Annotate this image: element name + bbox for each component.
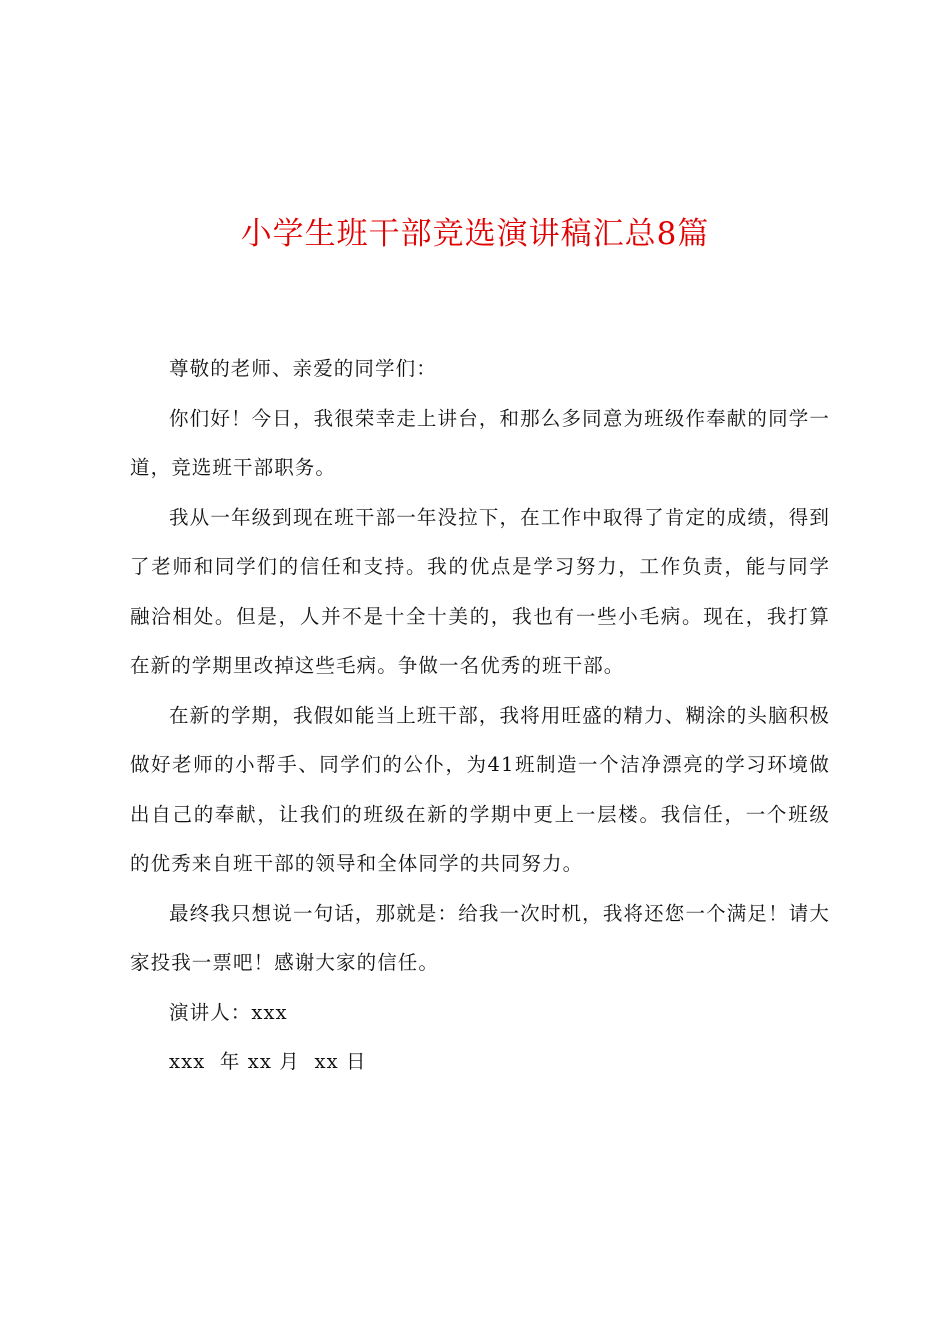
paragraph-greeting: 你们好！今日，我很荣幸走上讲台，和那么多同意为班级作奉献的同学一道，竞选班干部职务。 bbox=[130, 406, 830, 479]
document-title: 小学生班干部竞选演讲稿汇总8篇 bbox=[240, 216, 710, 252]
speaker-signature: 演讲人：xxx bbox=[169, 1000, 288, 1024]
document-body bbox=[130, 344, 830, 1087]
paragraph-closing: 最终我只想说一句话，那就是：给我一次时机，我将还您一个满足！请大家投我一票吧！感谢大家的信任。 bbox=[130, 901, 830, 974]
salutation: 尊敬的老师、亲爱的同学们： bbox=[169, 357, 437, 380]
speech-date: xxx 年 xx 月 xx 日 bbox=[169, 1050, 367, 1073]
paragraph-experience: 我从一年级到现在班干部一年没拉下，在工作中取得了肯定的成绩，得到了老师和同学们的信任和支持。我的优点是学习努力，工作负责，能与同学融洽相处。但是，人并不是十全十美的，我也有一些小毛病。现在，我打算在新的学期里改掉这些毛病。争做一名优秀的班干部。 bbox=[130, 505, 830, 677]
paragraph-plan: 在新的学期，我假如能当上班干部，我将用旺盛的精力、糊涂的头脑积极做好老师的小帮手、同学们的公仆，为41班制造一个洁净漂亮的学习环境做出自己的奉献，让我们的班级在新的学期中更上一层楼。我信任，一个班级的优秀来自班干部的领导和全体同学的共同努力。 bbox=[130, 703, 830, 875]
